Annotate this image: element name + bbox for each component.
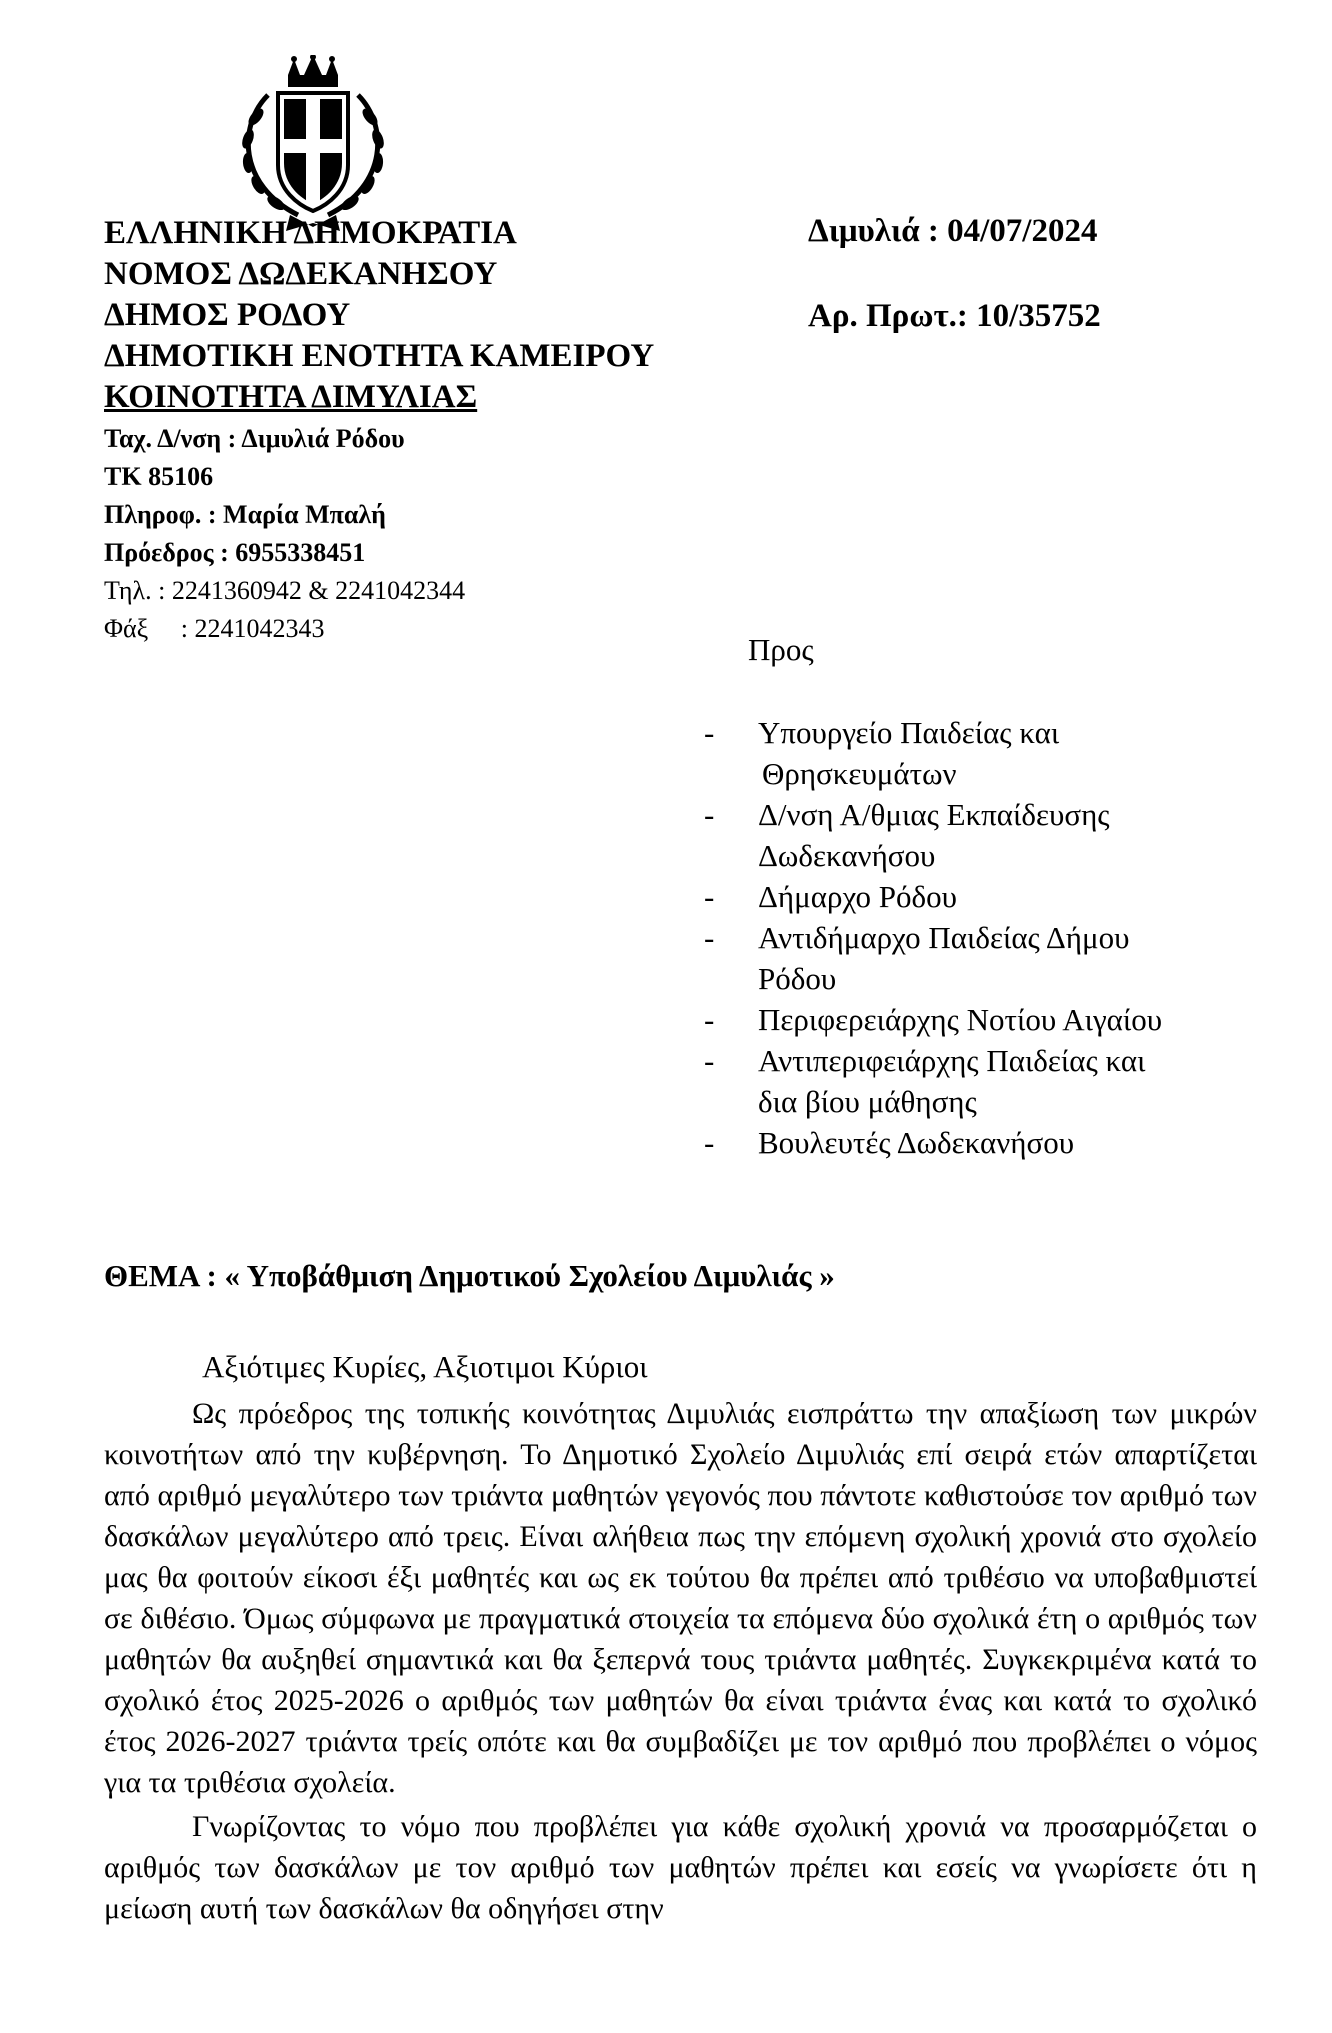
sender-header [104, 213, 804, 648]
recipient-dash: - [704, 715, 715, 750]
recipient-item [700, 1122, 1300, 1163]
recipient-list [700, 712, 1300, 1163]
recipient-line: Δωδεκανήσου [758, 838, 936, 873]
recipient-item [700, 794, 1300, 876]
recipient-line: Δ/νση Α/θμιας Εκπαίδευσης [758, 797, 1110, 832]
header-phone: Τηλ. : 2241360942 & 2241042344 [104, 576, 466, 605]
recipient-line: Δήμαρχο Ρόδου [758, 879, 958, 914]
recipient-dash: - [704, 1125, 715, 1160]
recipient-line: Υπουργείο Παιδείας και [758, 715, 1060, 750]
header-address: Ταχ. Δ/νση : Διμυλιά Ρόδου [104, 424, 405, 453]
protocol-number: Αρ. Πρωτ.: 10/35752 [808, 298, 1101, 334]
recipient-dash: - [704, 797, 715, 832]
letter-date: Διμυλιά : 04/07/2024 [808, 213, 1098, 249]
recipient-dash: - [704, 879, 715, 914]
header-postcode: ΤΚ 85106 [104, 462, 214, 491]
header-fax: Φάξ : 2241042343 [104, 614, 325, 643]
header-line-municipal-unit: ΔΗΜΟΤΙΚΗ ΕΝΟΤΗΤΑ ΚΑΜΕΙΡΟΥ [104, 338, 655, 374]
recipient-item [700, 917, 1300, 999]
recipient-item [700, 876, 1300, 917]
recipient-line: Ρόδου [758, 961, 837, 996]
recipient-dash: - [704, 1043, 715, 1078]
recipient-line: Αντιπεριφειάρχης Παιδείας και [758, 1043, 1146, 1078]
header-line-republic: ΕΛΛΗΝΙΚΗ ΔΗΜΟΚΡΑΤΙΑ [104, 215, 517, 251]
recipient-line: Αντιδήμαρχο Παιδείας Δήμου [758, 920, 1130, 955]
recipient-line: δια βίου μάθησης [758, 1084, 977, 1119]
recipient-item [700, 1040, 1300, 1122]
recipient-dash: - [704, 1002, 715, 1037]
header-line-municipality: ΔΗΜΟΣ ΡΟΔΟΥ [104, 297, 351, 333]
recipient-line: Βουλευτές Δωδεκανήσου [758, 1125, 1075, 1160]
recipient-item [700, 712, 1300, 794]
recipient-item [700, 999, 1300, 1040]
header-info: Πληροφ. : Μαρία Μπαλή [104, 500, 386, 529]
header-president: Πρόεδρος : 6955338451 [104, 538, 366, 567]
recipient-line: Θρησκευμάτων [762, 756, 957, 791]
recipient-line: Περιφερειάρχης Νοτίου Αιγαίου [758, 1002, 1163, 1037]
to-label: Προς [748, 632, 814, 667]
header-line-community: ΚΟΙΝΟΤΗΤΑ ΔΙΜΥΛΙΑΣ [104, 379, 478, 415]
greek-coat-of-arms-icon [228, 55, 398, 235]
subject-line: ΘΕΜΑ : « Υποβάθμιση Δημοτικού Σχολείου Διμυλιάς » [104, 1258, 835, 1293]
letter-body [104, 1393, 1257, 1929]
header-line-prefecture: ΝΟΜΟΣ ΔΩΔΕΚΑΝΗΣΟΥ [104, 256, 498, 292]
recipient-dash: - [704, 920, 715, 955]
body-paragraph: Γνωρίζοντας το νόμο που προβλέπει για κάθε σχολική χρονιά να προσαρμόζεται ο αριθμός των δασκάλων με τον αριθμό των μαθητών πρέπει και εσείς να γνωρίσετε ότι η μείωση αυτή των δασκάλων θα οδηγήσει στην [104, 1810, 1257, 1925]
body-paragraph: Ως πρόεδρος της τοπικής κοινότητας Διμυλιάς εισπράττω την απαξίωση των μικρών κοινοτήτων από την κυβέρνηση. Το Δημοτικό Σχολείο Διμυλιάς επί σειρά ετών απαρτίζεται από αριθμό μεγαλύτερο των τριάντα μαθητών γεγονός που πάντοτε καθιστούσε τον αριθμό των δασκάλων μεγαλύτερο από τρεις. Είναι αλήθεια πως την επόμενη σχολική χρονιά στο σχολείο μας θα φοιτούν είκοσι έξι μαθητές και ως εκ τούτου θα πρέπει από τριθέσιο να υποβαθμιστεί σε διθέσιο. Όμως σύμφωνα με πραγματικά στοιχεία τα επόμενα δύο σχολικά έτη ο αριθμός των μαθητών θα αυξηθεί σημαντικά και θα ξεπερνά τους τριάντα μαθητές. Συγκεκριμένα κατά το σχολικό έτος 2025-2026 ο αριθμός των μαθητών θα είναι τριάντα ένας και κατά το σχολικό έτος 2026-2027 τριάντα τρείς οπότε και θα συμβαδίζει με τον αριθμό που προβλέπει ο νόμος για τα τριθέσια σχολεία. [104, 1397, 1257, 1799]
salutation: Αξιότιμες Κυρίες, Αξιοτιμοι Κύριοι [202, 1349, 648, 1384]
